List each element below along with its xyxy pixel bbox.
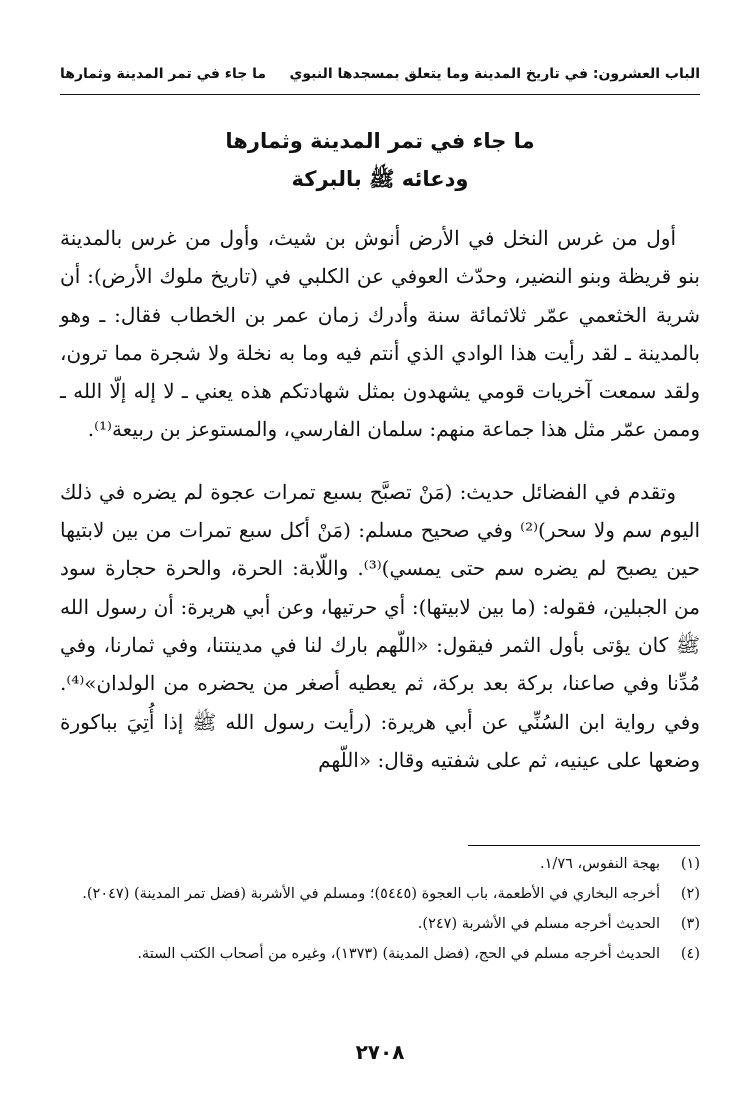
footnote-number: (٣) — [680, 916, 700, 932]
paragraph: وتقدم في الفضائل حديث: (مَنْ تصبَّح بسبع تمرات عجوة لم يضره في ذلك اليوم سم ولا سحر)⁽²⁾ وفي صحيح مسلم: (مَنْ أكل سبع تمرات من بين لابتيها حين يصبح لم يضره سم حتى يمسي)⁽³⁾. واللّابة: الحرة، والحرة حجارة سود من الجبلين، فقوله: (ما بين لابيتها): أي حرتيها، وعن أبي هريرة: أن رسول الله ﷺ كان يؤتى بأول الثمر فيقول: «اللّهم بارك لنا في مدينتنا، وفي ثمارنا، وفي مُدِّنا وفي صاعنا، بركة بعد بركة، ثم يعطيه أصغر من يحضره من الولدان»⁽⁴⁾. وفي رواية ابن السُنِّي عن أبي هريرة: (رأيت رسول الله ﷺ إذا أُتِيَ بباكورة وضعها على عينيه، ثم على شفتيه وقال: «اللّهم — [60, 479, 700, 772]
footnote-number: (٢) — [680, 886, 700, 902]
header-chapter-title: الباب العشرون: في تاريخ المدينة وما يتعلق بمسجدها النبوي — [289, 66, 700, 82]
footnote-text: الحديث أخرجه مسلم في الحج، (فضل المدينة) (١٣٧٣)، وغيره من أصحاب الكتب الستة. — [137, 946, 660, 962]
section-heading-line-2: ودعائه ﷺ بالبركة — [291, 167, 469, 191]
footnote-text: أخرجه البخاري في الأطعمة، باب العجوة (٥٤٤٥)؛ ومسلم في الأشربة (فضل تمر المدينة) (٢٠٤٧). — [82, 886, 660, 902]
footnote — [60, 852, 700, 877]
paragraph: أول من غرس النخل في الأرض أنوش بن شيث، وأول من غرس بالمدينة بنو قريظة وبنو النضير، وحدّث العوفي عن الكلبي في (تاريخ ملوك الأرض): أن شرية الخثعمي عمّر ثلاثمائة سنة وأدرك زمان عمر بن الخطاب فقال: ـ وهو بالمدينة ـ لقد رأيت هذا الوادي الذي أنتم فيه وما به نخلة ولا شجرة مما ترون، ولقد سمعت آخريات قومي يشهدون بمثل شهادتكم هذه يعني ـ لا إله إلّا الله ـ وممن عمّر مثل هذا جماعة منهم: سلمان الفارسي، والمستوعز بن ربيعة⁽¹⁾. — [60, 226, 700, 442]
footnote-text: بهجة النفوس، ١/٧٦. — [540, 856, 660, 872]
header-divider — [60, 94, 700, 95]
footnote-number: (١) — [680, 856, 700, 872]
footnote — [60, 912, 700, 937]
page-number: ٢٧٠٨ — [355, 1040, 405, 1064]
footnote — [60, 882, 700, 907]
footnote-number: (٤) — [680, 946, 700, 962]
book-page — [60, 0, 700, 1115]
footnote-divider — [468, 845, 700, 846]
footnote-text: الحديث أخرجه مسلم في الأشربة (٢٤٧). — [417, 916, 660, 932]
main-text — [60, 219, 700, 779]
running-header — [60, 62, 700, 86]
section-heading-line-1: ما جاء في تمر المدينة وثمارها — [225, 129, 535, 153]
header-section-title: ما جاء في تمر المدينة وثمارها — [60, 66, 267, 82]
footnotes — [60, 852, 700, 972]
footnote — [60, 942, 700, 967]
section-heading — [60, 122, 700, 198]
